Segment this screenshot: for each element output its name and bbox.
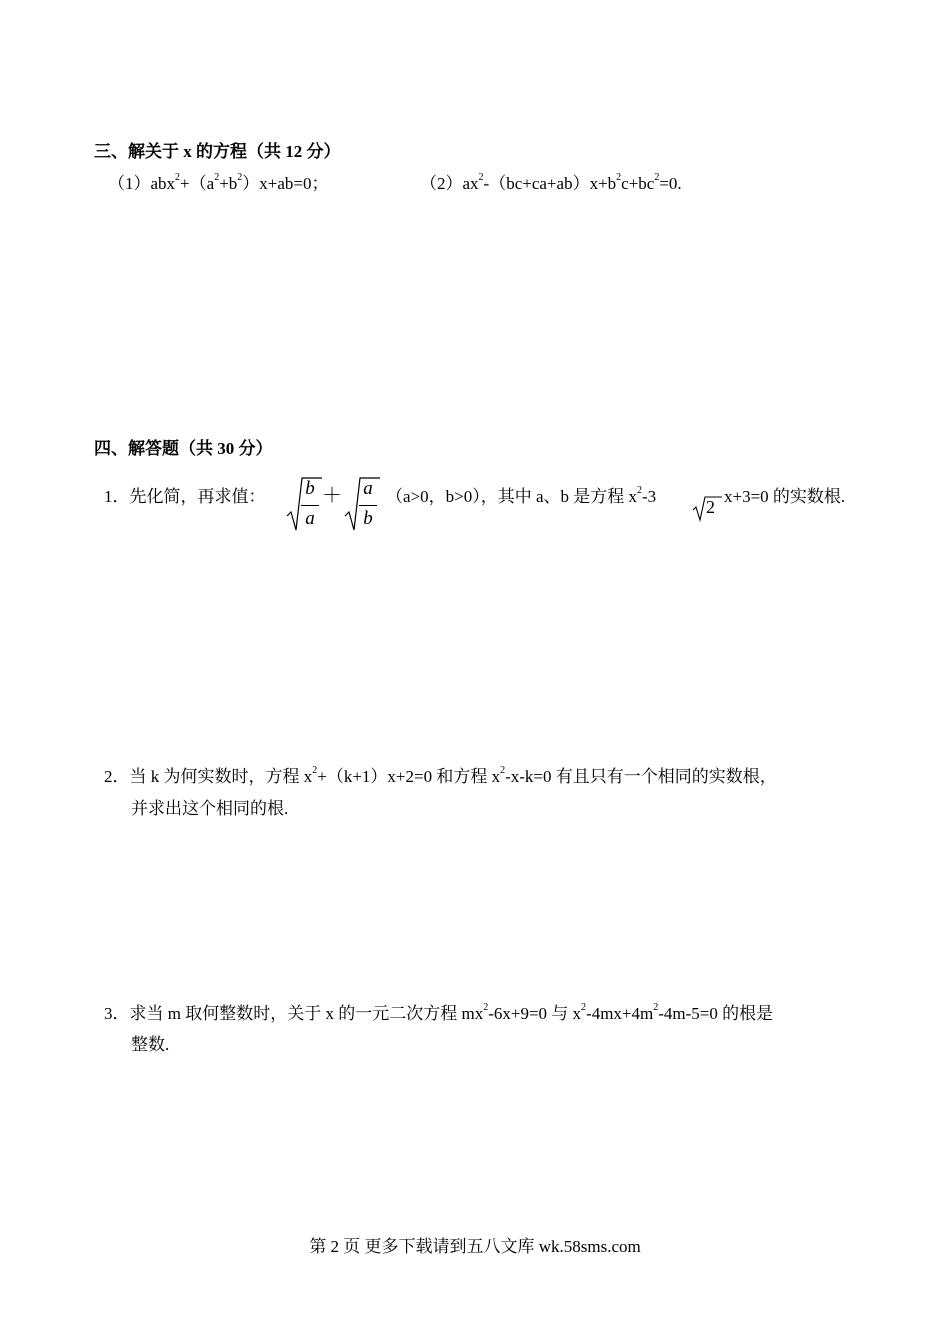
fraction-bar: [301, 505, 319, 506]
page-footer: 第 2 页 更多下载请到五八文库 wk.58sms.com: [309, 1237, 641, 1256]
q3-line-1: 3．求当 m 取何整数时，关于 x 的一元二次方程 $mx^2-6x+9=0$ 与 $x^2-4mx+4m^2-4m-5=0$ 的根是: [104, 1002, 774, 1023]
q1-tail: x+3=0 的实数根.: [724, 487, 846, 506]
sqrt-a-over-b: [344, 474, 380, 536]
section3-problem-1: $(1)abx^2+(a^2+b^2)x+ab=0$；: [108, 172, 329, 193]
sqrt-b-over-a: [286, 474, 322, 536]
section4-heading: 四、解答题（共 30 分）: [94, 439, 273, 458]
plus-sign: ＋: [322, 485, 342, 507]
q1-intro: 1．先化简，再求值：: [104, 487, 266, 506]
radicand: 2: [706, 497, 715, 517]
q2-line-2: 并求出这个相同的根.: [131, 799, 289, 818]
fraction-numerator: b: [305, 478, 315, 499]
fraction-numerator: a: [363, 478, 373, 499]
q2-line-1: 2．当 k 为何实数时，方程 $x^2+(k+1)x+2=0$ 和方程 $x^2-x-k=0$ 有且只有一个相同的实数根，: [104, 765, 777, 786]
section3-heading: 三、解关于 x 的方程（共 12 分）: [94, 142, 341, 161]
q3-line-2: 整数.: [131, 1035, 170, 1054]
section3-problem-2: $(2)ax^2-(bc+ca+ab)x+b^2c+bc^2=0$.: [420, 172, 682, 193]
q1-condition: （a>0，b>0），其中 a、b 是方程 $x^2-3$: [386, 485, 657, 506]
fraction-denominator: b: [363, 508, 373, 529]
fraction-bar: [359, 505, 377, 506]
sqrt-2: [692, 494, 722, 522]
fraction-denominator: a: [305, 508, 315, 529]
